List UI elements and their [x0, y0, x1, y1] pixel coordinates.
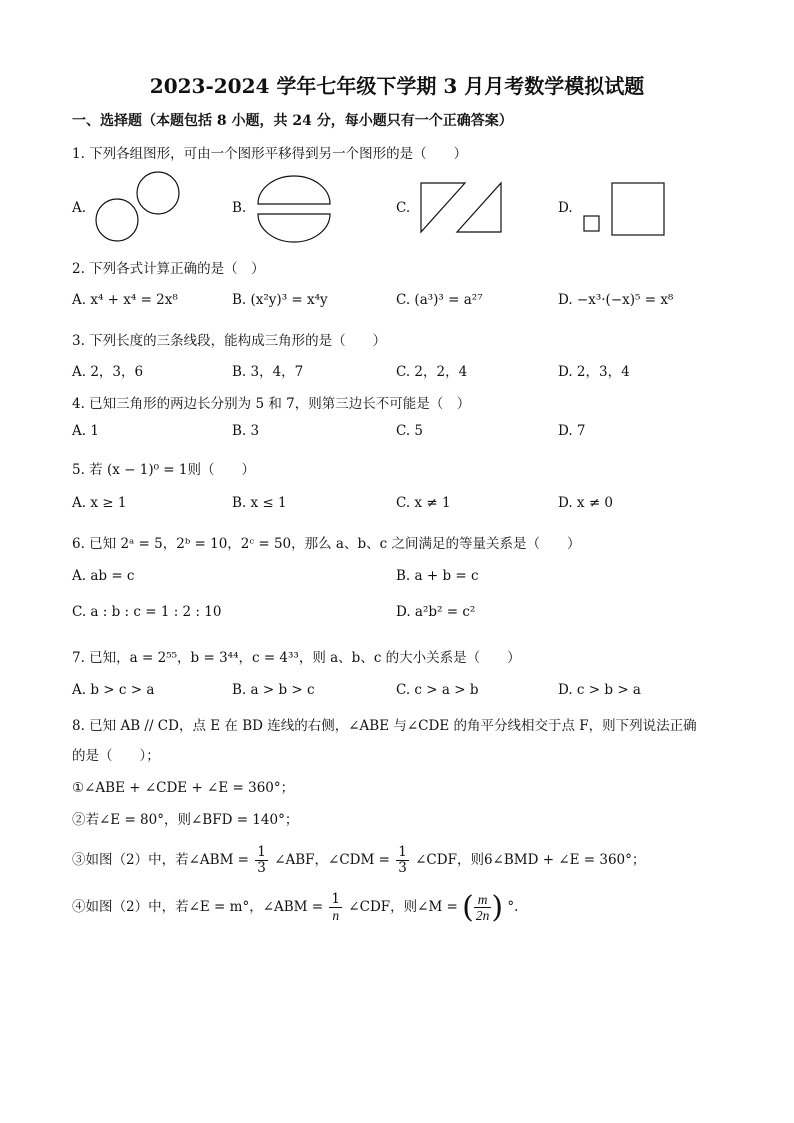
q8-s3-fraction-1 [255, 845, 268, 876]
q5-option-c: C. x ≠ 1 [396, 495, 451, 511]
fraction-denominator: n [332, 908, 340, 923]
right-paren-glyph: ) [491, 890, 504, 925]
q3-option-d: D. 2，3，4 [558, 364, 630, 380]
q4-option-c: C. 5 [396, 423, 424, 439]
q1-option-a-circles-figure [90, 168, 190, 248]
q7-option-c: C. c > a > b [396, 682, 479, 698]
q1-option-a-label: A. [72, 200, 87, 216]
q2-option-a: A. x⁴ + x⁴ = 2x⁸ [72, 292, 178, 308]
fraction-numerator: m [474, 892, 492, 908]
q1-option-d-squares-figure [582, 180, 672, 240]
q3-option-b: B. 3，4，7 [232, 364, 304, 380]
q7-option-b: B. a > b > c [232, 682, 315, 698]
q8-s3-middle: ∠ABF，∠CDM = [274, 852, 390, 868]
q1-option-c-label: C. [396, 200, 411, 216]
q5-option-d: D. x ≠ 0 [558, 495, 614, 511]
q6-option-c: C. a : b : c = 1 : 2 : 10 [72, 604, 222, 620]
q8-s4-suffix: °. [507, 899, 519, 915]
question-6-stem: 6. 已知 2ᵃ = 5，2ᵇ = 10，2ᶜ = 50，那么 a、b、c 之间满足的等量关系是（ ） [72, 536, 581, 552]
section-heading: 一、选择题（本题包括 8 小题，共 24 分，每小题只有一个正确答案） [72, 113, 513, 129]
q1-option-b-label: B. [232, 200, 247, 216]
q8-s3-suffix: ∠CDF，则6∠BMD + ∠E = 360°； [415, 852, 646, 868]
q2-option-d: D. −x³·(−x)⁵ = x⁸ [558, 292, 674, 308]
fraction-numerator: 1 [398, 844, 407, 860]
q8-statement-1: ①∠ABE + ∠CDE + ∠E = 360°； [72, 780, 295, 796]
q6-option-a: A. ab = c [72, 568, 135, 584]
q6-option-b: B. a + b = c [396, 568, 479, 584]
question-8-stem-line-1: 8. 已知 AB // CD，点 E 在 BD 连线的右侧，∠ABE 与∠CDE 的角平分线相交于点 F，则下列说法正确 [72, 718, 697, 734]
question-8-stem-line-2: 的是（ ）； [72, 748, 160, 764]
q8-s4-fraction-1-over-n [329, 892, 342, 923]
question-4-stem: 4. 已知三角形的两边长分别为 5 和 7，则第三边长不可能是（ ） [72, 396, 471, 412]
question-5-stem: 5. 若 (x − 1)⁰ = 1则（ ） [72, 462, 255, 478]
question-7-stem: 7. 已知，a = 2⁵⁵，b = 3⁴⁴，c = 4³³，则 a、b、c 的大小关系是（ ） [72, 650, 521, 666]
q4-option-d: D. 7 [558, 423, 586, 439]
q4-option-a: A. 1 [72, 423, 99, 439]
q8-s3-prefix: ③如图（2）中，若∠ABM = [72, 852, 249, 868]
q8-statement-2: ②若∠E = 80°，则∠BFD = 140°； [72, 812, 299, 828]
q6-option-d: D. a²b² = c² [396, 604, 476, 620]
fraction-numerator: 1 [331, 891, 340, 907]
q8-s4-fraction-m-over-2n [474, 892, 492, 923]
fraction-denominator: 2n [475, 908, 490, 923]
fraction-denominator: 3 [398, 860, 407, 876]
left-paren-glyph: ( [462, 890, 474, 925]
q8-s4-middle: ∠CDF，则∠M = [348, 899, 458, 915]
q4-option-b: B. 3 [232, 423, 260, 439]
q1-option-c-triangles-figure [418, 180, 508, 240]
q8-s4-prefix: ④如图（2）中，若∠E = m°，∠ABM = [72, 899, 324, 915]
q3-option-a: A. 2，3，6 [72, 364, 144, 380]
q7-option-a: A. b > c > a [72, 682, 155, 698]
q5-option-b: B. x ≤ 1 [232, 495, 287, 511]
q8-s3-fraction-2 [396, 845, 409, 876]
question-3-stem: 3. 下列长度的三条线段，能构成三角形的是（ ） [72, 333, 387, 349]
q2-option-c: C. (a³)³ = a²⁷ [396, 292, 483, 308]
q5-option-a: A. x ≥ 1 [72, 495, 127, 511]
q1-option-d-label: D. [558, 200, 573, 216]
q8-statement-4 [72, 890, 518, 925]
fraction-denominator: 3 [257, 860, 266, 876]
q3-option-c: C. 2，2，4 [396, 364, 468, 380]
question-1-stem: 1. 下列各组图形，可由一个图形平移得到另一个图形的是（ ） [72, 146, 468, 162]
q7-option-d: D. c > b > a [558, 682, 641, 698]
q8-statement-3 [72, 845, 645, 876]
question-2-stem: 2. 下列各式计算正确的是（ ） [72, 261, 265, 277]
page-title: 2023-2024 学年七年级下学期 3 月月考数学模拟试题 [149, 74, 645, 98]
q2-option-b: B. (x²y)³ = x⁴y [232, 292, 328, 308]
fraction-numerator: 1 [257, 844, 266, 860]
q1-option-b-segments-figure [254, 176, 334, 236]
